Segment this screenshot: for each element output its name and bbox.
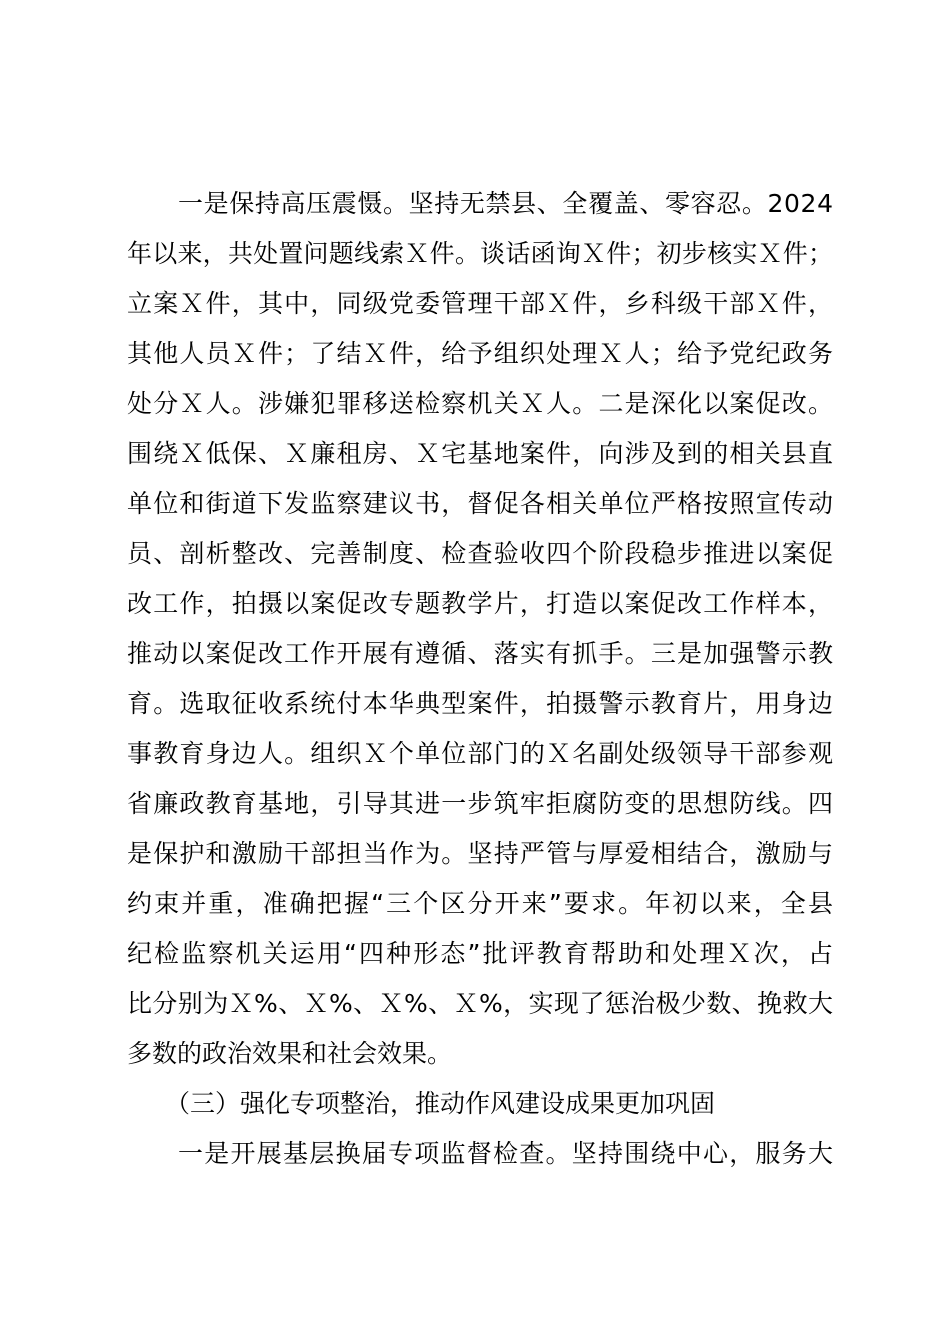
section-heading: （三）强化专项整治，推动作风建设成果更加巩固	[165, 1089, 716, 1118]
text-line-3: 立案Ｘ件，其中，同级党委管理干部Ｘ件，乡科级干部Ｘ件，	[127, 289, 835, 318]
text-line-1: 一是保持高压震慑。坚持无禁县、全覆盖、零容忍。2024	[178, 189, 834, 218]
text-line-20: 一是开展基层换届专项监督检查。坚持围绕中心，服务大	[178, 1139, 835, 1168]
text-line-18: 多数的政治效果和社会效果。	[127, 1039, 453, 1068]
text-line-5: 处分Ｘ人。涉嫌犯罪移送检察机关Ｘ人。二是深化以案促改。	[127, 389, 835, 418]
text-line-16: 纪检监察机关运用“四种形态”批评教育帮助和处理Ｘ次，占	[127, 939, 836, 968]
text-line-7: 单位和街道下发监察建议书，督促各相关单位严格按照宣传动	[127, 489, 835, 518]
text-line-8: 员、剖析整改、完善制度、检查验收四个阶段稳步推进以案促	[127, 539, 835, 568]
text-line-14: 是保护和激励干部担当作为。坚持严管与厚爱相结合，激励与	[127, 839, 835, 868]
text-line-11: 育。选取征收系统付本华典型案件，拍摄警示教育片，用身边	[127, 689, 835, 718]
text-line-10: 推动以案促改工作开展有遵循、落实有抓手。三是加强警示教	[127, 639, 835, 668]
text-line-9: 改工作，拍摄以案促改专题教学片，打造以案促改工作样本，	[127, 589, 835, 618]
text-line-4: 其他人员Ｘ件；了结Ｘ件，给予组织处理Ｘ人；给予党纪政务	[127, 339, 835, 368]
text-line-12: 事教育身边人。组织Ｘ个单位部门的Ｘ名副处级领导干部参观	[127, 739, 835, 768]
text-line-13: 省廉政教育基地，引导其进一步筑牢拒腐防变的思想防线。四	[127, 789, 835, 818]
text-line-2: 年以来，共处置问题线索Ｘ件。谈话函询Ｘ件；初步核实Ｘ件；	[127, 239, 834, 268]
text-line-17: 比分别为Ｘ%、Ｘ%、Ｘ%、Ｘ%，实现了惩治极少数、挽救大	[127, 989, 834, 1018]
text-line-15: 约束并重，准确把握“三个区分开来”要求。年初以来，全县	[127, 889, 836, 918]
text-line-6: 围绕Ｘ低保、Ｘ廉租房、Ｘ宅基地案件，向涉及到的相关县直	[127, 439, 835, 468]
